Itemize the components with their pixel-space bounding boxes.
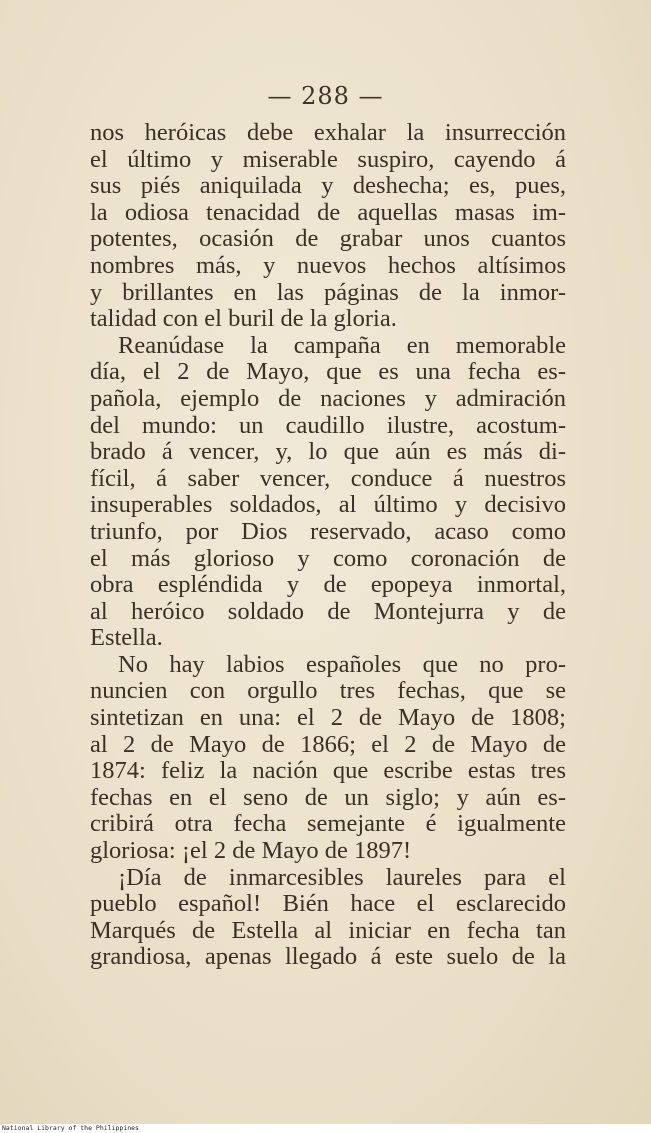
- text-line: Reanúdase la campaña en memorable: [118, 332, 566, 359]
- text-line: nos heróicas debe exhalar la insurrección: [90, 120, 566, 146]
- text-line: pañola, ejemplo de naciones y admiración: [90, 385, 566, 412]
- text-line: Marqués de Estella al iniciar en fecha tan: [90, 917, 566, 944]
- text-line: al 2 de Mayo de 1866; el 2 de Mayo de: [90, 731, 566, 758]
- text-line: No hay labios españoles que no pro-: [118, 651, 566, 678]
- text-line: Estella.: [90, 625, 163, 652]
- page-number: — 288 —: [267, 82, 384, 110]
- text-line: insuperables soldados, al último y decisivo: [90, 492, 566, 519]
- text-line: la odiosa tenacidad de aquellas masas im-: [90, 199, 566, 226]
- text-line: obra espléndida y de epopeya inmortal,: [90, 572, 566, 599]
- text-line: y brillantes en las páginas de la inmor-: [90, 279, 566, 306]
- text-line: cribirá otra fecha semejante é igualmente: [90, 811, 566, 838]
- text-line: pueblo español! Bién hace el esclarecido: [90, 891, 566, 918]
- text-line: ¡Día de inmarcesibles laureles para el: [118, 864, 566, 891]
- text-line: fícil, á saber vencer, conduce á nuestros: [90, 465, 566, 492]
- text-line: triunfo, por Dios reservado, acaso como: [90, 518, 566, 545]
- text-line: día, el 2 de Mayo, que es una fecha es-: [90, 359, 566, 386]
- text-line: gloriosa: ¡el 2 de Mayo de 1897!: [90, 838, 412, 865]
- text-line: al heróico soldado de Montejurra y de: [90, 598, 566, 625]
- text-line: fechas en el seno de un siglo; y aún es-: [90, 784, 566, 811]
- text-line: grandiosa, apenas llegado á este suelo de la: [90, 944, 566, 971]
- text-line: sintetizan en una: el 2 de Mayo de 1808;: [90, 705, 566, 732]
- text-line: 1874: feliz la nación que escribe estas tres: [90, 758, 566, 785]
- library-credit: National Library of the Philippines: [2, 1124, 651, 1133]
- text-line: del mundo: un caudillo ilustre, acostum-: [90, 412, 566, 439]
- text-line: sus piés aniquilada y deshecha; es, pues,: [90, 173, 566, 200]
- text-line: el último y miserable suspiro, cayendo á: [90, 146, 566, 173]
- body-text: [90, 120, 566, 971]
- text-line: el más glorioso y como coronación de: [90, 545, 566, 572]
- text-line: potentes, ocasión de grabar unos cuantos: [90, 226, 566, 253]
- text-line: nombres más, y nuevos hechos altísimos: [90, 252, 566, 279]
- text-line: brado á vencer, y, lo que aún es más di-: [90, 439, 566, 466]
- text-line: talidad con el buril de la gloria.: [90, 306, 397, 333]
- text-line: nuncien con orgullo tres fechas, que se: [90, 678, 566, 705]
